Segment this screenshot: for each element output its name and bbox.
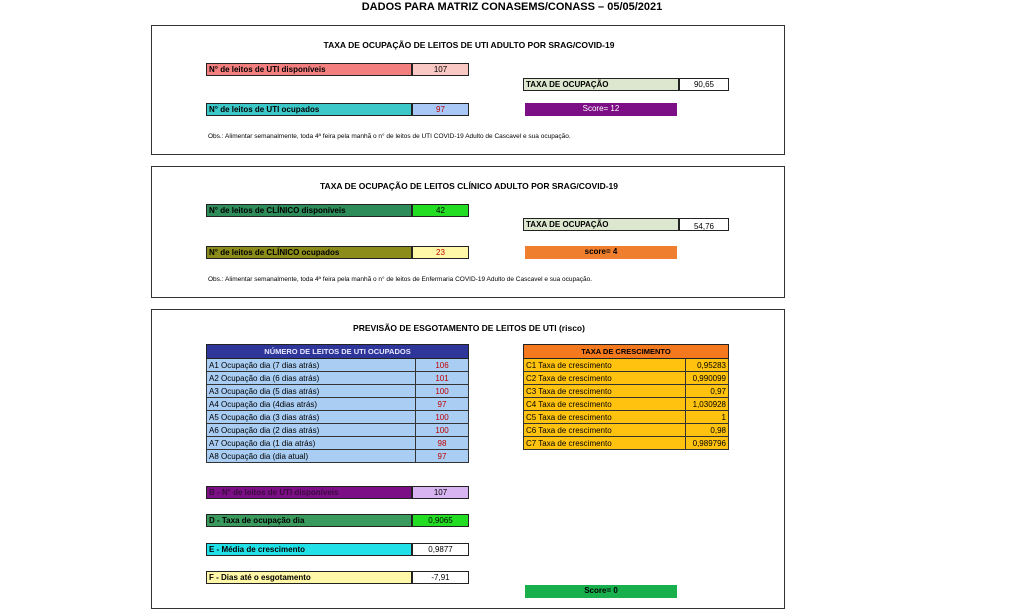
crescimento-table-header: TAXA DE CRESCIMENTO — [524, 345, 729, 359]
crescimento-row-label: C1 Taxa de crescimento — [524, 359, 686, 372]
crescimento-table-body — [524, 359, 729, 450]
ocupados-row-value[interactable]: 98 — [416, 437, 469, 450]
crescimento-row-label: C6 Taxa de crescimento — [524, 424, 686, 437]
ocupados-row — [207, 424, 469, 437]
ocupados-row-label: A1 Ocupação dia (7 dias atrás) — [207, 359, 416, 372]
page-title: DADOS PARA MATRIZ CONASEMS/CONASS – 05/05/2021 — [361, 1, 663, 13]
clinico-ocup-value[interactable]: 23 — [412, 246, 469, 259]
uti-disp-label: N° de leitos de UTI disponíveis — [206, 63, 412, 76]
e-label: E - Média de crescimento — [206, 543, 412, 556]
crescimento-row-label: C5 Taxa de crescimento — [524, 411, 686, 424]
clinico-taxa-label: TAXA DE OCUPAÇÃO — [523, 218, 679, 231]
crescimento-row-value[interactable]: 0,989796 — [686, 437, 729, 450]
ocupados-row — [207, 372, 469, 385]
b-value: 107 — [412, 486, 469, 499]
ocupados-row-label: A8 Ocupação dia (dia atual) — [207, 450, 416, 463]
ocupados-row-value[interactable]: 106 — [416, 359, 469, 372]
crescimento-row-label: C7 Taxa de crescimento — [524, 437, 686, 450]
uti-taxa-label: TAXA DE OCUPAÇÃO — [523, 78, 679, 91]
ocupados-row-value[interactable]: 100 — [416, 424, 469, 437]
uti-disp-value[interactable]: 107 — [412, 63, 469, 76]
crescimento-row — [524, 437, 729, 450]
clinico-taxa-value: 54,76 — [679, 218, 729, 231]
clinico-score-badge: score= 4 — [525, 246, 677, 259]
crescimento-row-label: C4 Taxa de crescimento — [524, 398, 686, 411]
crescimento-row-value[interactable]: 1 — [686, 411, 729, 424]
d-value: 0,9065 — [412, 514, 469, 527]
ocupados-row-value[interactable]: 100 — [416, 385, 469, 398]
previsao-section-title: PREVISÃO DE ESGOTAMENTO DE LEITOS DE UTI (risco) — [353, 323, 585, 333]
uti-ocup-value[interactable]: 97 — [412, 103, 469, 116]
ocupados-row — [207, 450, 469, 463]
crescimento-row-label: C2 Taxa de crescimento — [524, 372, 686, 385]
ocupados-row-value[interactable]: 97 — [416, 450, 469, 463]
f-label: F - Dias até o esgotamento — [206, 571, 412, 584]
crescimento-row — [524, 411, 729, 424]
ocupados-row-value[interactable]: 97 — [416, 398, 469, 411]
f-value: -7,91 — [412, 571, 469, 584]
crescimento-row-label: C3 Taxa de crescimento — [524, 385, 686, 398]
ocupados-row-value[interactable]: 101 — [416, 372, 469, 385]
ocupados-table-header: NÚMERO DE LEITOS DE UTI OCUPADOS — [207, 345, 469, 359]
clinico-section-title: TAXA DE OCUPAÇÃO DE LEITOS CLÍNICO ADULTO POR SRAG/COVID-19 — [320, 181, 618, 191]
ocupados-row-label: A2 Ocupação dia (6 dias atrás) — [207, 372, 416, 385]
ocupados-table — [206, 344, 469, 463]
ocupados-row — [207, 385, 469, 398]
ocupados-row-label: A3 Ocupação dia (5 dias atrás) — [207, 385, 416, 398]
crescimento-row-value[interactable]: 0,990099 — [686, 372, 729, 385]
d-label: D - Taxa de ocupação dia — [206, 514, 412, 527]
e-value: 0,9877 — [412, 543, 469, 556]
ocupados-row — [207, 359, 469, 372]
crescimento-row — [524, 359, 729, 372]
crescimento-row-value[interactable]: 0,97 — [686, 385, 729, 398]
crescimento-row — [524, 385, 729, 398]
clinico-obs: Obs.: Alimentar semanalmente, toda 4ª feira pela manhã o n° de leitos de Enfermaria COVID-19 Adulto de Cascavel e sua ocupação. — [208, 276, 593, 283]
crescimento-row-value[interactable]: 1,030928 — [686, 398, 729, 411]
b-label: B - N° de leitos de UTI disponíveis — [206, 486, 412, 499]
uti-section-title: TAXA DE OCUPAÇÃO DE LEITOS DE UTI ADULTO POR SRAG/COVID-19 — [323, 40, 615, 50]
crescimento-row — [524, 424, 729, 437]
ocupados-row-label: A4 Ocupação dia (4dias atrás) — [207, 398, 416, 411]
ocupados-row — [207, 411, 469, 424]
clinico-disp-value[interactable]: 42 — [412, 204, 469, 217]
ocupados-row — [207, 398, 469, 411]
crescimento-row — [524, 398, 729, 411]
ocupados-table-body — [207, 359, 469, 463]
uti-score-badge: Score= 12 — [525, 103, 677, 116]
clinico-ocup-label: N° de leitos de CLÍNICO ocupados — [206, 246, 412, 259]
ocupados-row-label: A6 Ocupação dia (2 dias atrás) — [207, 424, 416, 437]
uti-taxa-value: 90,65 — [679, 78, 729, 91]
uti-ocup-label: N° de leitos de UTI ocupados — [206, 103, 412, 116]
crescimento-row-value[interactable]: 0,98 — [686, 424, 729, 437]
ocupados-row-label: A5 Ocupação dia (3 dias atrás) — [207, 411, 416, 424]
uti-obs: Obs.: Alimentar semanalmente, toda 4ª feira pela manhã o n° de leitos de UTI COVID-19 Adulto de Cascavel e sua ocupação. — [208, 133, 571, 140]
clinico-disp-label: N° de leitos de CLÍNICO disponíveis — [206, 204, 412, 217]
previsao-score-badge: Score= 0 — [525, 585, 677, 598]
crescimento-row-value[interactable]: 0,95283 — [686, 359, 729, 372]
ocupados-row-label: A7 Ocupação dia (1 dia atrás) — [207, 437, 416, 450]
ocupados-row-value[interactable]: 100 — [416, 411, 469, 424]
crescimento-row — [524, 372, 729, 385]
crescimento-table — [523, 344, 729, 450]
ocupados-row — [207, 437, 469, 450]
